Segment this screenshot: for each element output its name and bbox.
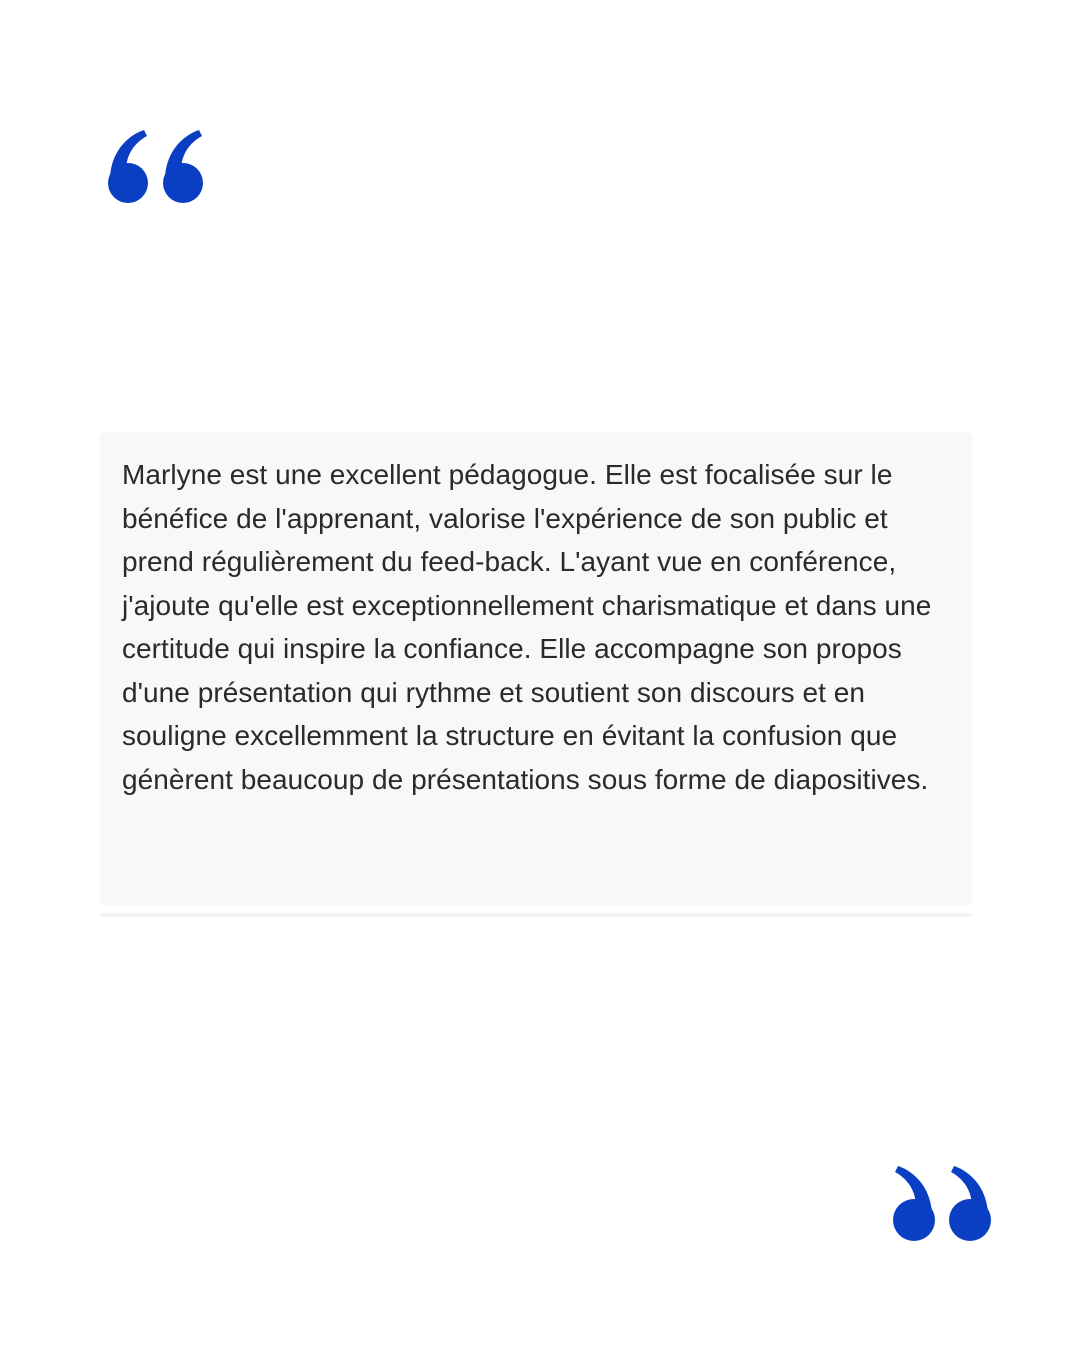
testimonial-card [100,432,972,905]
testimonial-text: Marlyne est une excellent pédagogue. Elle est focalisée sur le bénéfice de l'apprenant, valorise l'expérience de son public et prend régulièrement du feed-back. L'ayant vue en conférence, j'ajoute qu'elle est exceptionnellement charismatique et dans une certitude qui inspire la confiance. Elle accompagne son propos d'une présentation qui rythme et soutient son discours et en souligne excellemment la structure en évitant la confusion que génèrent beaucoup de présentations sous forme de diapositives. [122,459,932,795]
closing-quote-icon [890,1164,994,1242]
opening-quote-icon [106,130,206,204]
card-divider [100,913,972,917]
